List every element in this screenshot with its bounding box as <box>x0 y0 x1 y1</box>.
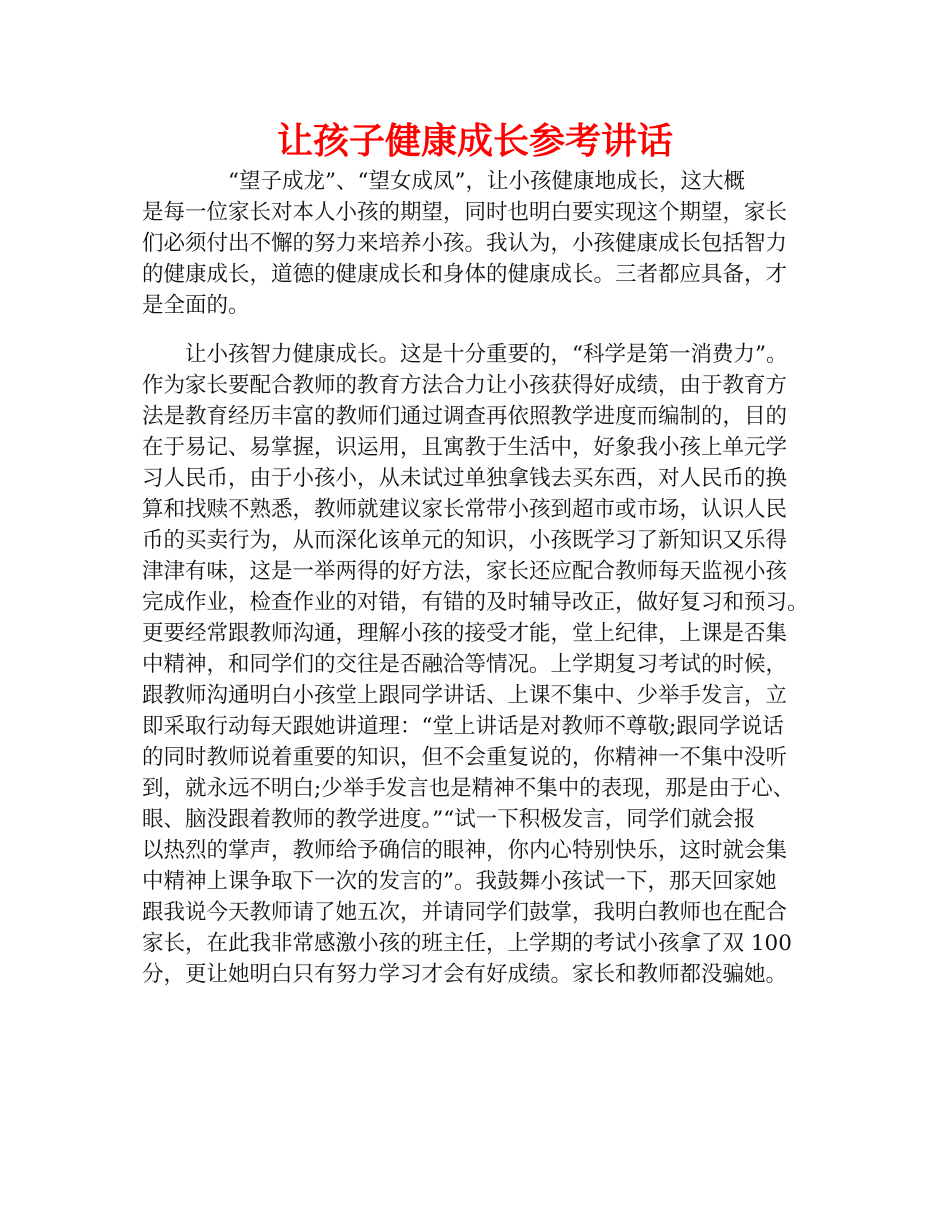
text-line: “望子成龙”、“望女成凤”，让小孩健康地成长，这大概 <box>142 169 745 194</box>
document-body <box>142 166 822 990</box>
text-line: 在于易记、易掌握，识运用，且寓教于生活中，好象我小孩上单元学 <box>142 435 788 460</box>
paragraph <box>142 339 822 990</box>
text-line: 币的买卖行为，从而深化该单元的知识，小孩既学习了新知识又乐得 <box>142 528 788 553</box>
text-line: 分，更让她明白只有努力学习才会有好成绩。家长和教师都没骗她。 <box>142 962 788 987</box>
text-line: 作为家长要配合教师的教育方法合力让小孩获得好成绩，由于教育方 <box>142 373 788 398</box>
text-line: 的健康成长，道德的健康成长和身体的健康成长。三者都应具备，才 <box>142 262 788 287</box>
text-line: 中精神上课争取下一次的发言的”。我鼓舞小孩试一下，那天回家她 <box>142 869 777 894</box>
text-line: 们必须付出不懈的努力来培养小孩。我认为，小孩健康成长包括智力 <box>142 231 788 256</box>
text-line: 跟教师沟通明白小孩堂上跟同学讲话、上课不集中、少举手发言，立 <box>142 683 788 708</box>
paragraph-gap <box>142 321 822 339</box>
text-line: 即采取行动每天跟她讲道理：“堂上讲话是对教师不尊敬;跟同学说话 <box>142 714 784 739</box>
text-line: 以热烈的掌声，教师给予确信的眼神，你内心特别快乐，这时就会集 <box>142 838 788 863</box>
text-line: 眼、脑没跟着教师的教学进度。”“试一下积极发言，同学们就会报 <box>142 807 756 832</box>
text-line: 法是教育经历丰富的教师们通过调查再依照教学进度而编制的，目的 <box>142 404 788 429</box>
text-line: 让小孩智力健康成长。这是十分重要的，“科学是第一消费力”。 <box>142 342 788 367</box>
text-line: 更要经常跟教师沟通，理解小孩的接受才能，堂上纪律，上课是否集 <box>142 621 788 646</box>
text-line: 是全面的。 <box>142 293 250 318</box>
text-line: 到，就永远不明白;少举手发言也是精神不集中的表现，那是由于心、 <box>142 776 795 801</box>
text-line: 跟我说今天教师请了她五次，并请同学们鼓掌，我明白教师也在配合 <box>142 900 788 925</box>
text-line: 是每一位家长对本人小孩的期望，同时也明白要实现这个期望，家长 <box>142 200 788 225</box>
text-line: 家长，在此我非常感激小孩的班主任，上学期的考试小孩拿了双 100 <box>142 931 792 956</box>
text-line: 算和找赎不熟悉，教师就建议家长常带小孩到超市或市场，认识人民 <box>142 497 788 522</box>
text-line: 津津有味，这是一举两得的好方法，家长还应配合教师每天监视小孩 <box>142 559 788 584</box>
text-line: 完成作业，检查作业的对错，有错的及时辅导改正，做好复习和预习。 <box>142 590 809 615</box>
document-title: 让孩子健康成长参考讲话 <box>276 121 673 162</box>
text-line: 中精神，和同学们的交往是否融洽等情况。上学期复习考试的时候， <box>142 652 788 677</box>
paragraph <box>142 166 822 321</box>
text-line: 的同时教师说着重要的知识，但不会重复说的，你精神一不集中没听 <box>142 745 788 770</box>
text-line: 习人民币，由于小孩小，从未试过单独拿钱去买东西，对人民币的换 <box>142 466 788 491</box>
